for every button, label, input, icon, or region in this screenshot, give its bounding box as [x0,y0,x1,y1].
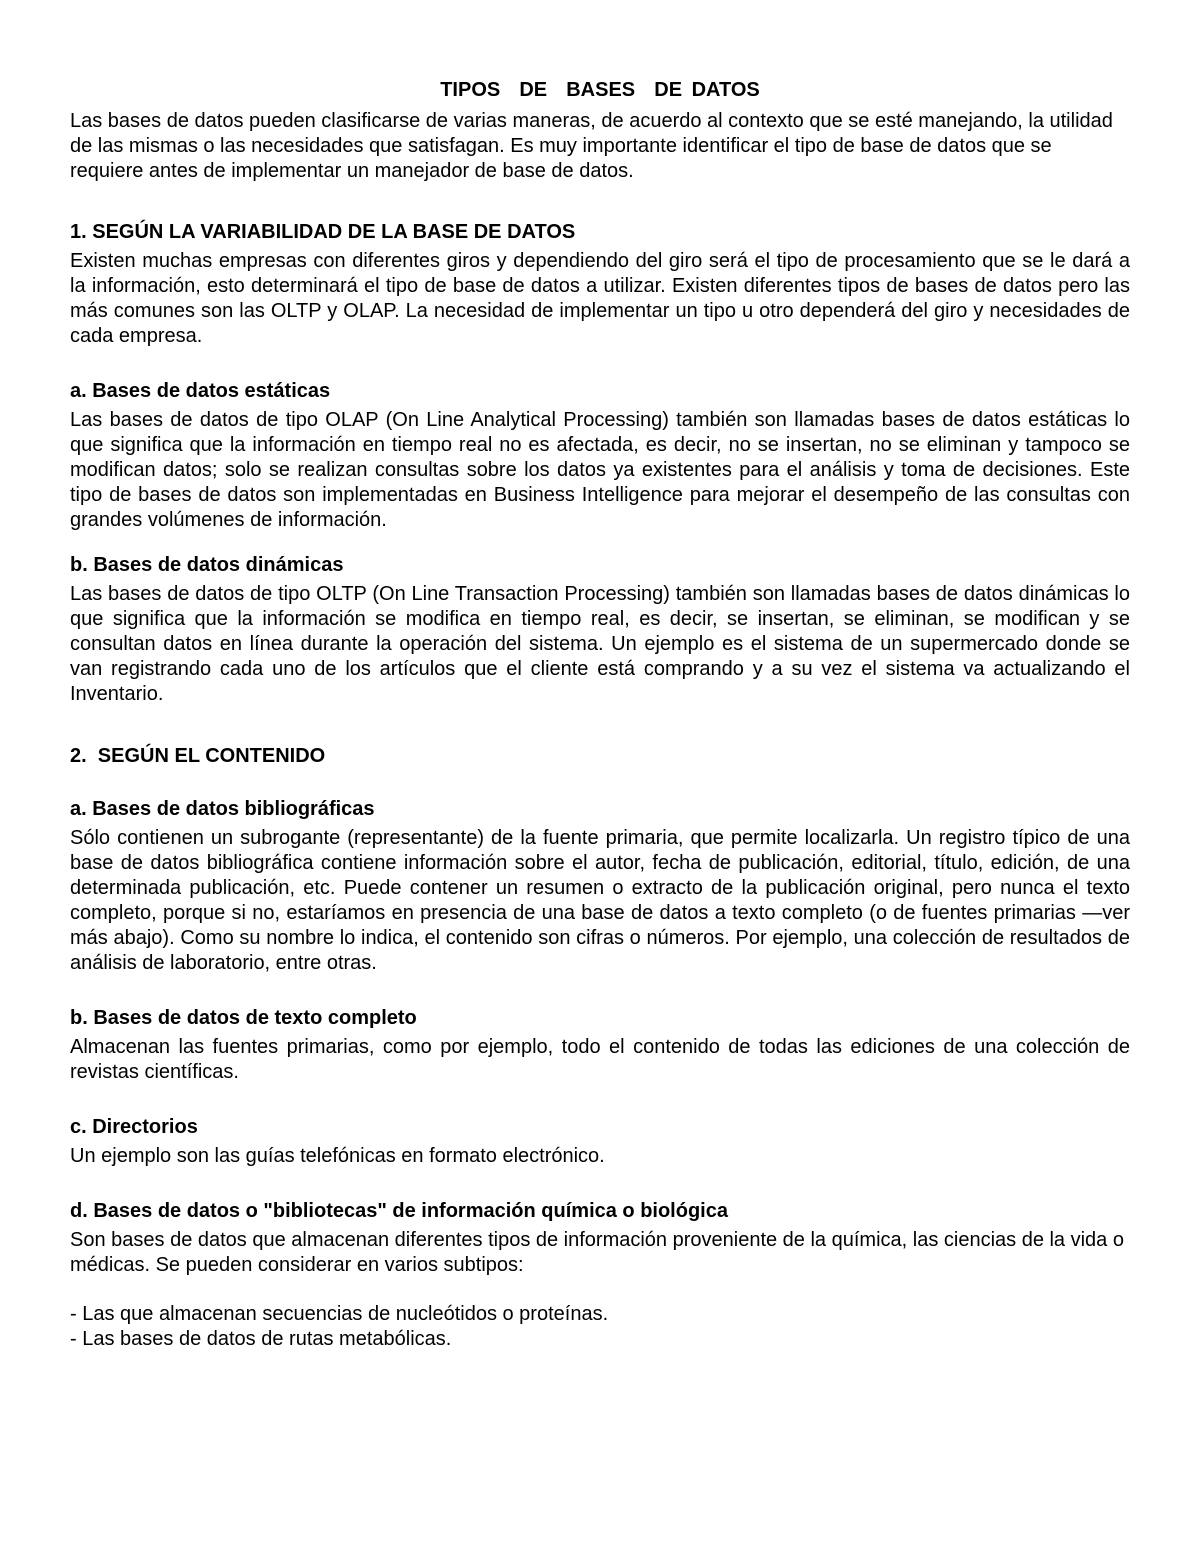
document-title: TIPOS DE BASES DE DATOS [440,79,760,101]
section-1b-heading: b. Bases de datos dinámicas [70,554,344,576]
section-2d-list [70,1302,1130,1352]
section-2d-paragraph: Son bases de datos que almacenan diferentes tipos de información proveniente de la química, las ciencias de la vida o médicas. Se pueden considerar en varios subtipos: [70,1229,1124,1276]
list-item: - Las que almacenan secuencias de nucleótidos o proteínas. [70,1303,609,1325]
section-2a-paragraph: Sólo contienen un subrogante (representante) de la fuente primaria, que permite localizarla. Un registro típico de una base de datos bibliográfica contiene información sobre el autor, fecha de publicación, editorial, título, edición, de una determinada publicación, etc. Puede contener un resumen o extracto de la publicación original, pero nunca el texto completo, porque si no, estaríamos en presencia de una base de datos a texto completo (o de fuentes primarias —ver más abajo). Como su nombre lo indica, el contenido son cifras o números. Por ejemplo, una colección de resultados de análisis de laboratorio, entre otras. [70,827,1130,974]
list-item: - Las bases de datos de rutas metabólicas. [70,1328,452,1350]
section-1a-paragraph: Las bases de datos de tipo OLAP (On Line Analytical Processing) también son llamadas bases de datos estáticas lo que significa que la información en tiempo real no es afectada, es decir, no se insertan, no se eliminan y tampoco se modifican datos; solo se realizan consultas sobre los datos ya existentes para el análisis y toma de decisiones. Este tipo de bases de datos son implementadas en Business Intelligence para mejorar el desempeño de las consultas con grandes volúmenes de información. [70,409,1130,531]
section-2a-heading: a. Bases de datos bibliográficas [70,798,375,820]
section-1a-heading: a. Bases de datos estáticas [70,380,331,402]
document-page [70,78,1130,1352]
section-1b-paragraph: Las bases de datos de tipo OLTP (On Line Transaction Processing) también son llamadas bases de datos dinámicas lo que significa que la información se modifica en tiempo real, es decir, se insertan, se eliminan, se modifican y se consultan datos en línea durante la operación del sistema. Un ejemplo es el sistema de un supermercado donde se van registrando cada uno de los artículos que el cliente está comprando y a su vez el sistema va actualizando el Inventario. [70,583,1130,705]
section-1-paragraph: Existen muchas empresas con diferentes giros y dependiendo del giro será el tipo de procesamiento que se le dará a la información, esto determinará el tipo de base de datos a utilizar. Existen diferentes tipos de bases de datos pero las más comunes son las OLTP y OLAP. La necesidad de implementar un tipo u otro dependerá del giro y necesidades de cada empresa. [70,250,1130,347]
section-1-heading: 1. SEGÚN LA VARIABILIDAD DE LA BASE DE DATOS [70,221,576,243]
section-2b-paragraph: Almacenan las fuentes primarias, como por ejemplo, todo el contenido de todas las ediciones de una colección de revistas científicas. [70,1036,1130,1083]
intro-paragraph: Las bases de datos pueden clasificarse de varias maneras, de acuerdo al contexto que se esté manejando, la utilidad de las mismas o las necesidades que satisfagan. Es muy importante identificar el tipo de base de datos que se requiere antes de implementar un manejador de base de datos. [70,110,1113,182]
section-2c-heading: c. Directorios [70,1116,198,1138]
section-2c-paragraph: Un ejemplo son las guías telefónicas en formato electrónico. [70,1145,605,1167]
section-2-heading: 2. SEGÚN EL CONTENIDO [70,745,326,767]
section-2d-heading: d. Bases de datos o "bibliotecas" de información química o biológica [70,1200,728,1222]
section-2b-heading: b. Bases de datos de texto completo [70,1007,417,1029]
